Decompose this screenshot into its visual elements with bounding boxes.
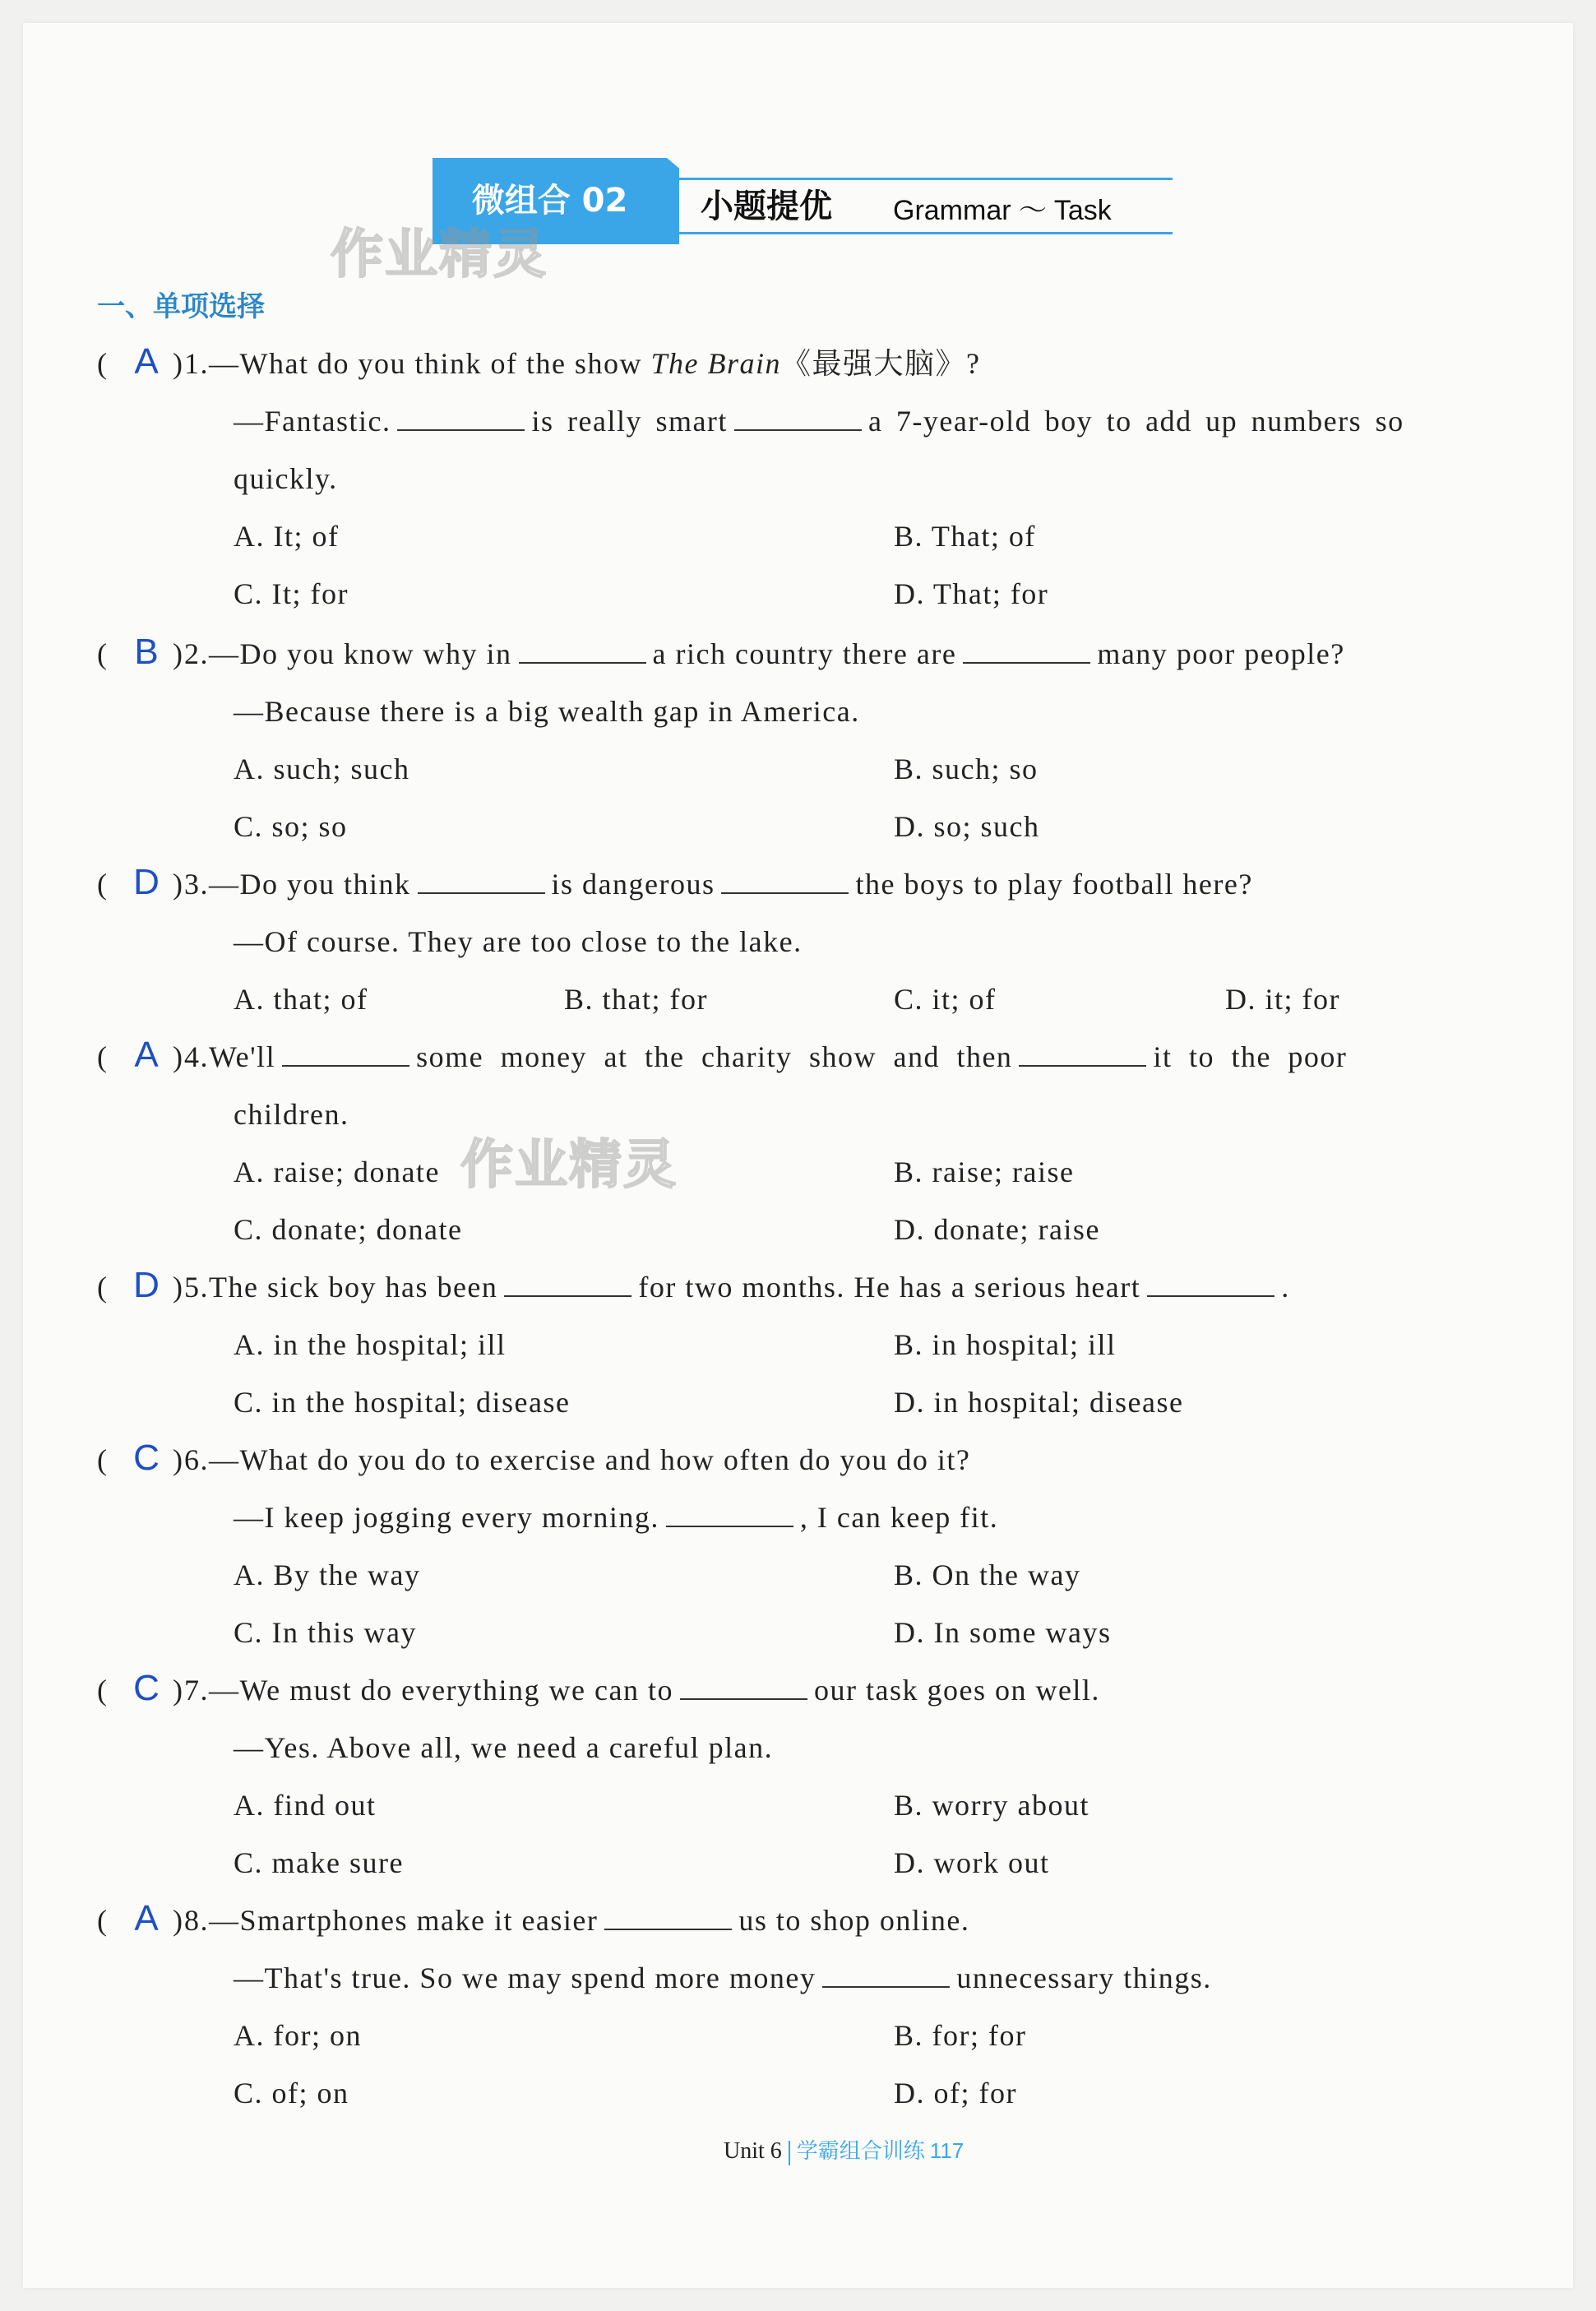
- header-subtitle: Grammar ～ Task: [893, 195, 1112, 226]
- option-a: A. for; on: [234, 2019, 362, 2052]
- stem-text: The sick boy has been: [209, 1271, 498, 1304]
- footer-unit: Unit 6: [724, 2138, 782, 2164]
- blank: [282, 1040, 409, 1067]
- question-stem: children.: [234, 1098, 349, 1131]
- option-b: B. for; for: [894, 2019, 1027, 2052]
- stem-text: 《最强大脑》?: [780, 347, 981, 380]
- option-d: D. In some ways: [894, 1616, 1112, 1649]
- question-number: 5.: [184, 1271, 209, 1304]
- question-stem: —Because there is a big wealth gap in America.: [234, 695, 860, 728]
- option-d: D. it; for: [1225, 983, 1340, 1016]
- watermark: 作业精灵: [331, 225, 548, 285]
- option-d: D. work out: [894, 1846, 1050, 1879]
- answer-paren-close: ): [173, 1443, 183, 1476]
- option-a: A. find out: [234, 1789, 377, 1822]
- answer-paren-close: ): [173, 1271, 183, 1304]
- section-title: 一、单项选择: [97, 290, 265, 323]
- answer-mark: C: [133, 1438, 160, 1478]
- footer-divider: [789, 2141, 790, 2165]
- option-c: C. make sure: [234, 1846, 404, 1879]
- question-stem: —Yes. Above all, we need a careful plan.: [234, 1731, 774, 1764]
- stem-text: it to the poor: [1153, 1040, 1348, 1073]
- option-d: D. so; such: [894, 810, 1040, 843]
- stem-text: .: [1281, 1271, 1290, 1304]
- answer-paren-open: (: [97, 347, 107, 380]
- option-c: C. donate; donate: [234, 1213, 463, 1246]
- question-stem: [234, 1499, 998, 1535]
- option-a: A. It; of: [234, 520, 340, 553]
- question-stem: quickly.: [234, 462, 338, 495]
- page-footer: [724, 2134, 964, 2165]
- answer-paren-open: (: [97, 1674, 107, 1707]
- banner-rule-bottom: [679, 232, 1173, 234]
- question-stem: [184, 1672, 1100, 1708]
- blank: [822, 1961, 950, 1988]
- answer-paren-open: (: [97, 868, 107, 901]
- blank: [397, 405, 525, 431]
- stem-text: —I keep jogging every morning.: [234, 1501, 659, 1534]
- stem-text: —Do you know why in: [209, 637, 512, 670]
- answer-mark: D: [133, 862, 160, 902]
- stem-text: the boys to play football here?: [855, 868, 1253, 901]
- answer-paren-open: (: [97, 1271, 107, 1304]
- answer-paren-open: (: [97, 1904, 107, 1937]
- question-stem: [184, 866, 1253, 902]
- question-number: 8.: [184, 1904, 209, 1937]
- blank: [963, 637, 1090, 664]
- question-stem: —Of course. They are too close to the lake.: [234, 925, 803, 958]
- stem-text: a rich country there are: [652, 637, 957, 670]
- answer-paren-close: ): [173, 1040, 183, 1073]
- answer-paren-close: ): [173, 868, 183, 901]
- stem-text: —Smartphones make it easier: [209, 1904, 599, 1937]
- option-d: D. That; for: [894, 577, 1049, 610]
- watermark: 作业精灵: [460, 1135, 678, 1196]
- option-c: C. of; on: [234, 2077, 349, 2110]
- answer-mark: A: [134, 1898, 159, 1938]
- option-d: D. donate; raise: [894, 1213, 1100, 1246]
- blank: [1019, 1040, 1146, 1067]
- option-b: B. raise; raise: [894, 1156, 1075, 1188]
- question-stem: [184, 636, 1345, 672]
- blank: [721, 868, 849, 894]
- question-number: 1.: [184, 347, 209, 380]
- stem-text: —Do you think: [209, 868, 411, 901]
- blank: [418, 868, 545, 894]
- question-number: 6.: [184, 1443, 209, 1476]
- answer-paren-open: (: [97, 637, 107, 670]
- question-stem: [234, 1960, 1212, 1996]
- question-number: 3.: [184, 868, 209, 901]
- stem-text: is really smart: [531, 405, 728, 438]
- option-c: C. it; of: [894, 983, 997, 1016]
- page-number: 117: [929, 2138, 965, 2163]
- stem-text: unnecessary things.: [956, 1961, 1212, 1994]
- question-stem: [184, 1902, 969, 1938]
- stem-text: —What do you do to exercise and how often do you do it?: [209, 1443, 971, 1476]
- question-number: 7.: [184, 1674, 209, 1707]
- stem-text: us to shop online.: [738, 1904, 970, 1937]
- answer-mark: A: [134, 341, 159, 382]
- blank: [604, 1904, 732, 1930]
- option-c: C. In this way: [234, 1616, 417, 1649]
- option-c: C. so; so: [234, 810, 348, 843]
- option-a: A. in the hospital; ill: [234, 1328, 507, 1361]
- option-a: A. raise; donate: [234, 1156, 440, 1188]
- option-b: B. that; for: [564, 983, 708, 1016]
- answer-paren-close: ): [173, 1674, 183, 1707]
- question-stem: [234, 403, 1404, 439]
- blank: [519, 637, 646, 664]
- stem-text: , I can keep fit.: [799, 1501, 999, 1534]
- option-b: B. in hospital; ill: [894, 1328, 1117, 1361]
- option-a: A. such; such: [234, 753, 410, 785]
- stem-italic: The Brain: [650, 347, 781, 380]
- stem-text: We'll: [209, 1040, 276, 1073]
- blank: [1147, 1271, 1274, 1297]
- option-b: B. On the way: [894, 1558, 1081, 1591]
- question-number: 2.: [184, 637, 209, 670]
- option-c: C. in the hospital; disease: [234, 1386, 571, 1419]
- footer-book-title: 学霸组合训练: [796, 2139, 925, 2164]
- question-stem: [184, 1442, 970, 1478]
- question-number: 4.: [184, 1040, 209, 1073]
- badge-label: 微组合 02: [471, 182, 628, 220]
- stem-text: a 7-year-old boy to add up numbers so: [867, 405, 1404, 438]
- option-b: B. such; so: [894, 753, 1039, 785]
- question-stem: [184, 1269, 1290, 1305]
- option-d: D. in hospital; disease: [894, 1386, 1184, 1419]
- option-b: B. That; of: [894, 520, 1036, 553]
- stem-text: some money at the charity show and then: [416, 1040, 1013, 1073]
- answer-paren-close: ): [173, 637, 183, 670]
- answer-mark: B: [134, 632, 159, 672]
- option-c: C. It; for: [234, 577, 349, 610]
- stem-text: is dangerous: [551, 868, 715, 901]
- option-a: A. that; of: [234, 983, 368, 1016]
- stem-text: —Fantastic.: [234, 405, 391, 438]
- answer-paren-close: ): [173, 1904, 183, 1937]
- option-d: D. of; for: [894, 2077, 1017, 2110]
- stem-text: —What do you think of the show: [209, 347, 651, 380]
- header-title: 小题提优: [701, 188, 832, 225]
- stem-text: —We must do everything we can to: [209, 1674, 673, 1707]
- blank: [504, 1271, 631, 1297]
- answer-paren-open: (: [97, 1443, 107, 1476]
- blank: [734, 405, 862, 431]
- stem-text: —That's true. So we may spend more money: [234, 1961, 817, 1994]
- option-b: B. worry about: [894, 1789, 1089, 1822]
- banner-rule-top: [679, 178, 1173, 180]
- blank: [666, 1501, 793, 1527]
- answer-paren-open: (: [97, 1040, 107, 1073]
- stem-text: our task goes on well.: [813, 1674, 1100, 1707]
- answer-paren-close: ): [173, 347, 183, 380]
- stem-text: for two months. He has a serious heart: [638, 1271, 1141, 1304]
- stem-text: many poor people?: [1097, 637, 1345, 670]
- answer-mark: D: [133, 1265, 160, 1305]
- question-stem: [184, 345, 980, 382]
- answer-mark: A: [134, 1035, 159, 1075]
- question-stem: [184, 1039, 1347, 1075]
- answer-mark: C: [133, 1668, 160, 1708]
- option-a: A. By the way: [234, 1558, 421, 1591]
- blank: [680, 1674, 807, 1700]
